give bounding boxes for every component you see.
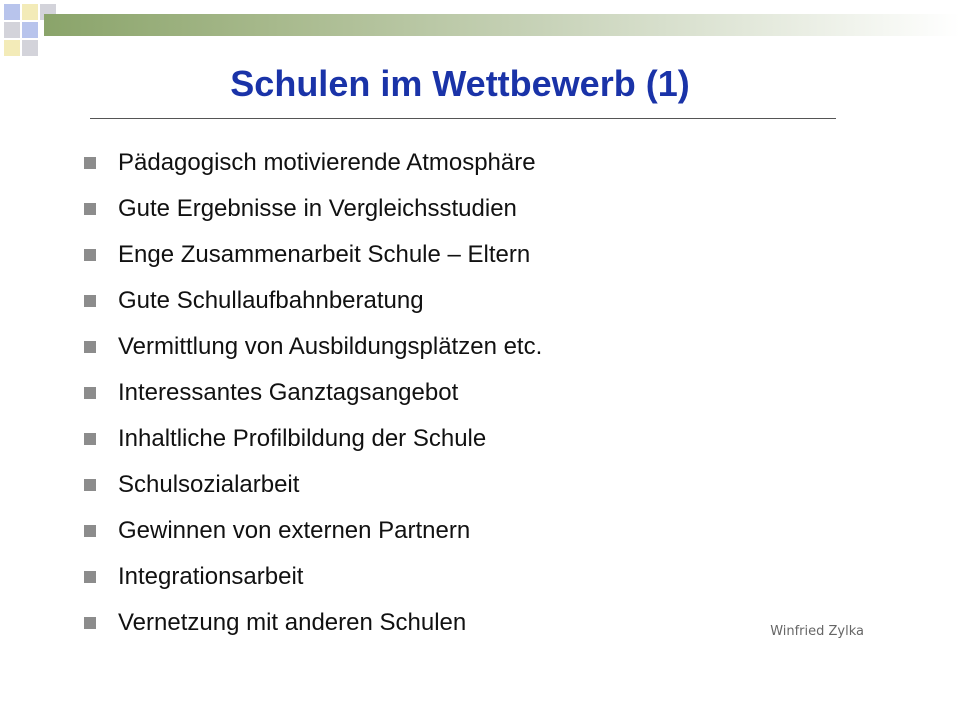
author-footer: Winfried Zylka: [770, 624, 864, 639]
bullet-icon: [84, 157, 96, 169]
list-item: [84, 600, 542, 646]
bullet-list: [84, 140, 542, 646]
list-item: [84, 186, 542, 232]
bullet-icon: [84, 341, 96, 353]
list-item: [84, 370, 542, 416]
bullet-icon: [84, 571, 96, 583]
slide-title: Schulen im Wettbewerb (1): [230, 63, 690, 104]
list-item: [84, 324, 542, 370]
list-item: [84, 278, 542, 324]
list-item: [84, 554, 542, 600]
bullet-icon: [84, 617, 96, 629]
bullet-text: Vermittlung von Ausbildungsplätzen etc.: [118, 333, 543, 360]
list-item: [84, 462, 542, 508]
title-divider: [90, 118, 836, 119]
bullet-text: Gewinnen von externen Partnern: [118, 517, 471, 544]
bullet-icon: [84, 479, 96, 491]
list-item: [84, 416, 542, 462]
header-band: [44, 14, 960, 36]
bullet-icon: [84, 433, 96, 445]
bullet-text: Gute Ergebnisse in Vergleichsstudien: [118, 195, 517, 222]
bullet-text: Vernetzung mit anderen Schulen: [118, 609, 467, 636]
bullet-icon: [84, 387, 96, 399]
bullet-text: Enge Zusammenarbeit Schule – Eltern: [118, 241, 531, 268]
bullet-text: Inhaltliche Profilbildung der Schule: [118, 425, 487, 452]
bullet-text: Gute Schullaufbahnberatung: [118, 287, 424, 314]
bullet-icon: [84, 525, 96, 537]
bullet-text: Interessantes Ganztagsangebot: [118, 379, 459, 406]
bullet-text: Integrationsarbeit: [118, 563, 304, 590]
bullet-text: Pädagogisch motivierende Atmosphäre: [118, 149, 536, 176]
bullet-icon: [84, 249, 96, 261]
list-item: [84, 508, 542, 554]
list-item: [84, 232, 542, 278]
bullet-text: Schulsozialarbeit: [118, 471, 300, 498]
bullet-icon: [84, 203, 96, 215]
list-item: [84, 140, 542, 186]
bullet-icon: [84, 295, 96, 307]
